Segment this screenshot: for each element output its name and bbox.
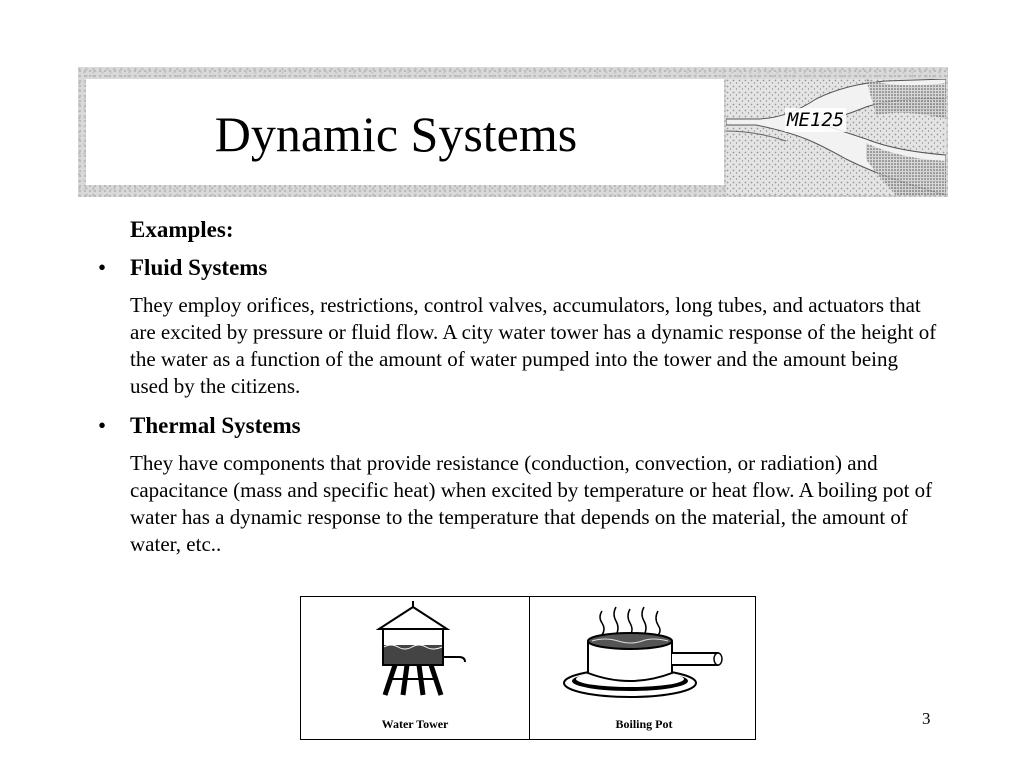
boiling-pot-caption: Boiling Pot — [615, 717, 673, 731]
slide-content — [98, 214, 948, 568]
bullet-heading-text: Fluid Systems — [130, 255, 268, 280]
boiling-pot-panel — [530, 597, 758, 739]
page-title: Dynamic Systems — [214, 106, 578, 162]
water-tower-caption: Water Tower — [381, 717, 449, 731]
bullet-body-fluid-systems: They employ orifices, restrictions, control valves, accumulators, long tubes, and actuators that are excited by pressure or fluid flow. A city water tower has a dynamic response of the height of the water as a function of the amount of water pumped into the tower and the amount being used by the citizens. — [130, 293, 937, 398]
bullet-marker: • — [98, 255, 107, 280]
page-number: 3 — [922, 709, 931, 728]
course-logo — [726, 79, 946, 195]
bullet-heading-text: Thermal Systems — [130, 413, 301, 438]
bullet-heading-thermal-systems — [98, 410, 948, 442]
bifurcation-diagram-icon — [726, 79, 946, 195]
bullet-heading-fluid-systems — [98, 252, 948, 284]
examples-label: Examples: — [130, 217, 234, 242]
illustration-figure — [300, 596, 756, 740]
bullet-body-thermal-systems: They have components that provide resistance (conduction, convection, or radiation) and capacitance (mass and specific heat) when excited by temperature or heat flow. A boiling pot of water has a dynamic response to the temperature that depends on the material, the amount of water, etc.. — [130, 451, 933, 556]
course-code: ME125 — [787, 109, 845, 131]
water-tower-panel — [301, 597, 529, 739]
bullet-marker: • — [98, 413, 107, 438]
